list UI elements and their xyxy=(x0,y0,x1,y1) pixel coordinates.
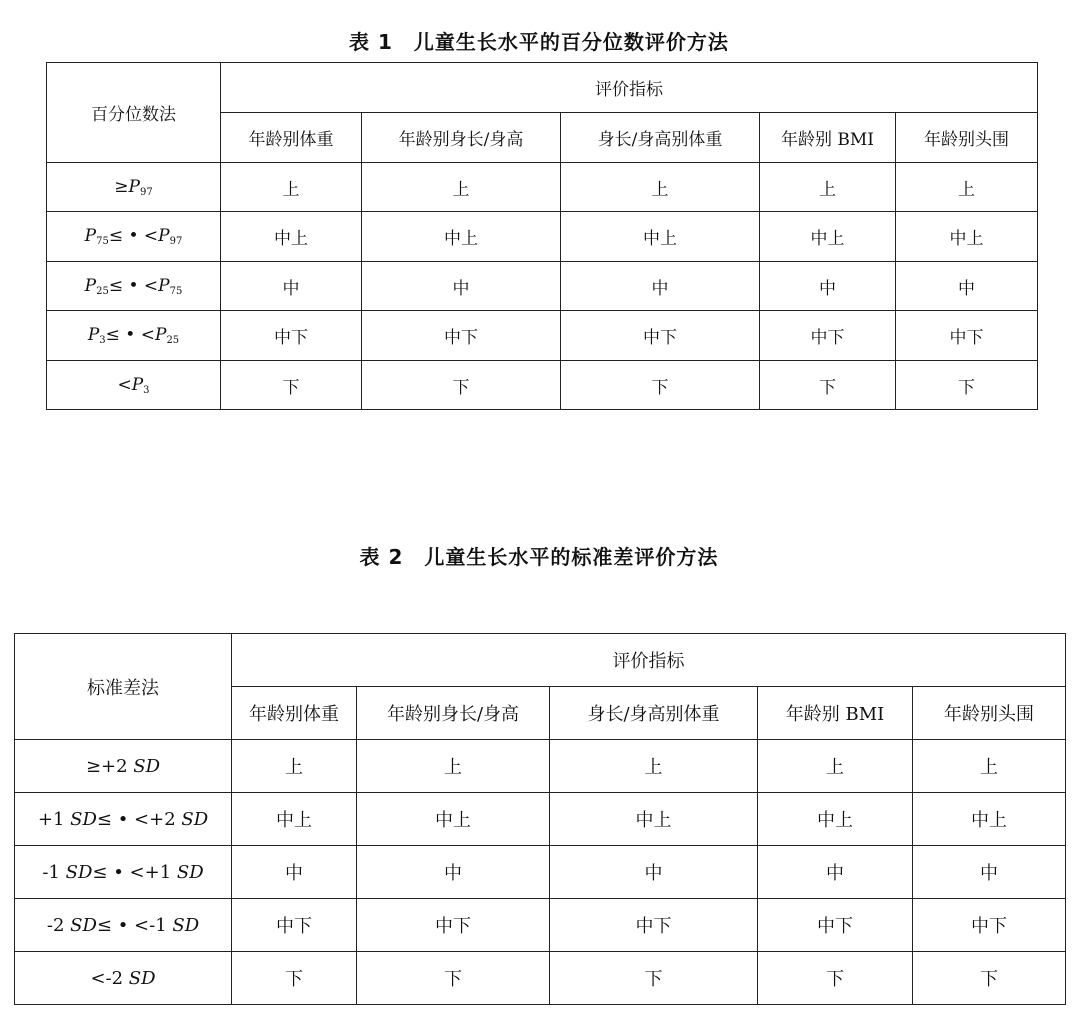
row-label: +1 SD≤ • <+2 SD xyxy=(15,793,232,846)
table2-title: 表 2 儿童生长水平的标准差评价方法 xyxy=(359,545,719,569)
table-cell: 下 xyxy=(561,361,760,410)
row-label: $P_{25}\le$ • $<P_{75}$ xyxy=(47,262,221,311)
table-cell: 上 xyxy=(357,740,550,793)
row-label: $P_{75}\le$ • $<P_{97}$ xyxy=(47,212,221,262)
table-cell: 中下 xyxy=(758,899,913,952)
table-cell: 中下 xyxy=(896,311,1038,361)
table-cell: 中上 xyxy=(561,212,760,262)
table-cell: 中上 xyxy=(896,212,1038,262)
sd-evaluation-table xyxy=(14,633,1066,1005)
table-cell: 中下 xyxy=(357,899,550,952)
table-row xyxy=(47,212,1038,262)
table-cell: 上 xyxy=(561,163,760,212)
table-cell: 下 xyxy=(758,952,913,1005)
table-cell: 上 xyxy=(758,740,913,793)
table-cell: 中下 xyxy=(221,311,362,361)
table-cell: 中 xyxy=(758,846,913,899)
table-cell: 中 xyxy=(760,262,896,311)
table-cell: 上 xyxy=(550,740,758,793)
column-header: 身长/身高别体重 xyxy=(550,687,758,740)
table-row xyxy=(47,262,1038,311)
row-label: -2 SD≤ • <-1 SD xyxy=(15,899,232,952)
table-row xyxy=(47,163,1038,212)
table-cell: 下 xyxy=(896,361,1038,410)
table-cell: 中 xyxy=(221,262,362,311)
column-header: 年龄别体重 xyxy=(221,113,362,163)
table-cell: 上 xyxy=(362,163,561,212)
column-header: 身长/身高别体重 xyxy=(561,113,760,163)
table1-title: 表 1 儿童生长水平的百分位数评价方法 xyxy=(349,30,729,54)
group-header-cell: 评价指标 xyxy=(232,634,1066,687)
column-header: 年龄别体重 xyxy=(232,687,357,740)
table-cell: 上 xyxy=(221,163,362,212)
table-cell: 中上 xyxy=(760,212,896,262)
table-cell: 中 xyxy=(896,262,1038,311)
table-row xyxy=(47,311,1038,361)
table-row xyxy=(15,846,1066,899)
column-header: 年龄别身长/身高 xyxy=(362,113,561,163)
column-header: 年龄别 BMI xyxy=(760,113,896,163)
table-cell: 上 xyxy=(913,740,1066,793)
table-cell: 下 xyxy=(760,361,896,410)
table-row xyxy=(15,899,1066,952)
table-cell: 中下 xyxy=(362,311,561,361)
table-cell: 下 xyxy=(232,952,357,1005)
table-row xyxy=(15,952,1066,1005)
column-header: 年龄别身长/身高 xyxy=(357,687,550,740)
table-cell: 中 xyxy=(561,262,760,311)
table-cell: 下 xyxy=(221,361,362,410)
table-cell: 中上 xyxy=(232,793,357,846)
column-header: 年龄别头围 xyxy=(913,687,1066,740)
table-cell: 中上 xyxy=(357,793,550,846)
table-cell: 下 xyxy=(357,952,550,1005)
row-label: <-2 SD xyxy=(15,952,232,1005)
row-label: $P_3\le$ • $<P_{25}$ xyxy=(47,311,221,361)
table-cell: 中下 xyxy=(913,899,1066,952)
table-cell: 上 xyxy=(896,163,1038,212)
column-header: 年龄别 BMI xyxy=(758,687,913,740)
table-row xyxy=(15,740,1066,793)
row-header-cell: 标准差法 xyxy=(15,634,232,740)
table-cell: 中下 xyxy=(760,311,896,361)
table-cell: 中上 xyxy=(913,793,1066,846)
table-cell: 下 xyxy=(362,361,561,410)
table-cell: 上 xyxy=(760,163,896,212)
group-header-cell: 评价指标 xyxy=(221,63,1038,113)
row-label: ≥+2 SD xyxy=(15,740,232,793)
table-cell: 中下 xyxy=(561,311,760,361)
table-cell: 下 xyxy=(550,952,758,1005)
table-cell: 中上 xyxy=(550,793,758,846)
table-cell: 中 xyxy=(550,846,758,899)
table-cell: 中下 xyxy=(550,899,758,952)
table-cell: 下 xyxy=(913,952,1066,1005)
table-cell: 中下 xyxy=(232,899,357,952)
row-header-cell: 百分位数法 xyxy=(47,63,221,163)
column-header: 年龄别头围 xyxy=(896,113,1038,163)
row-label: -1 SD≤ • <+1 SD xyxy=(15,846,232,899)
table-row xyxy=(47,361,1038,410)
table-row xyxy=(15,793,1066,846)
table-cell: 中 xyxy=(913,846,1066,899)
row-label: $<P_3$ xyxy=(47,361,221,410)
table-cell: 中 xyxy=(357,846,550,899)
table-cell: 中 xyxy=(362,262,561,311)
table-cell: 中上 xyxy=(362,212,561,262)
percentile-evaluation-table xyxy=(46,62,1038,410)
table-cell: 中上 xyxy=(221,212,362,262)
row-label: $\ge P_{97}$ xyxy=(47,163,221,212)
table-cell: 中 xyxy=(232,846,357,899)
table-cell: 上 xyxy=(232,740,357,793)
table-cell: 中上 xyxy=(758,793,913,846)
